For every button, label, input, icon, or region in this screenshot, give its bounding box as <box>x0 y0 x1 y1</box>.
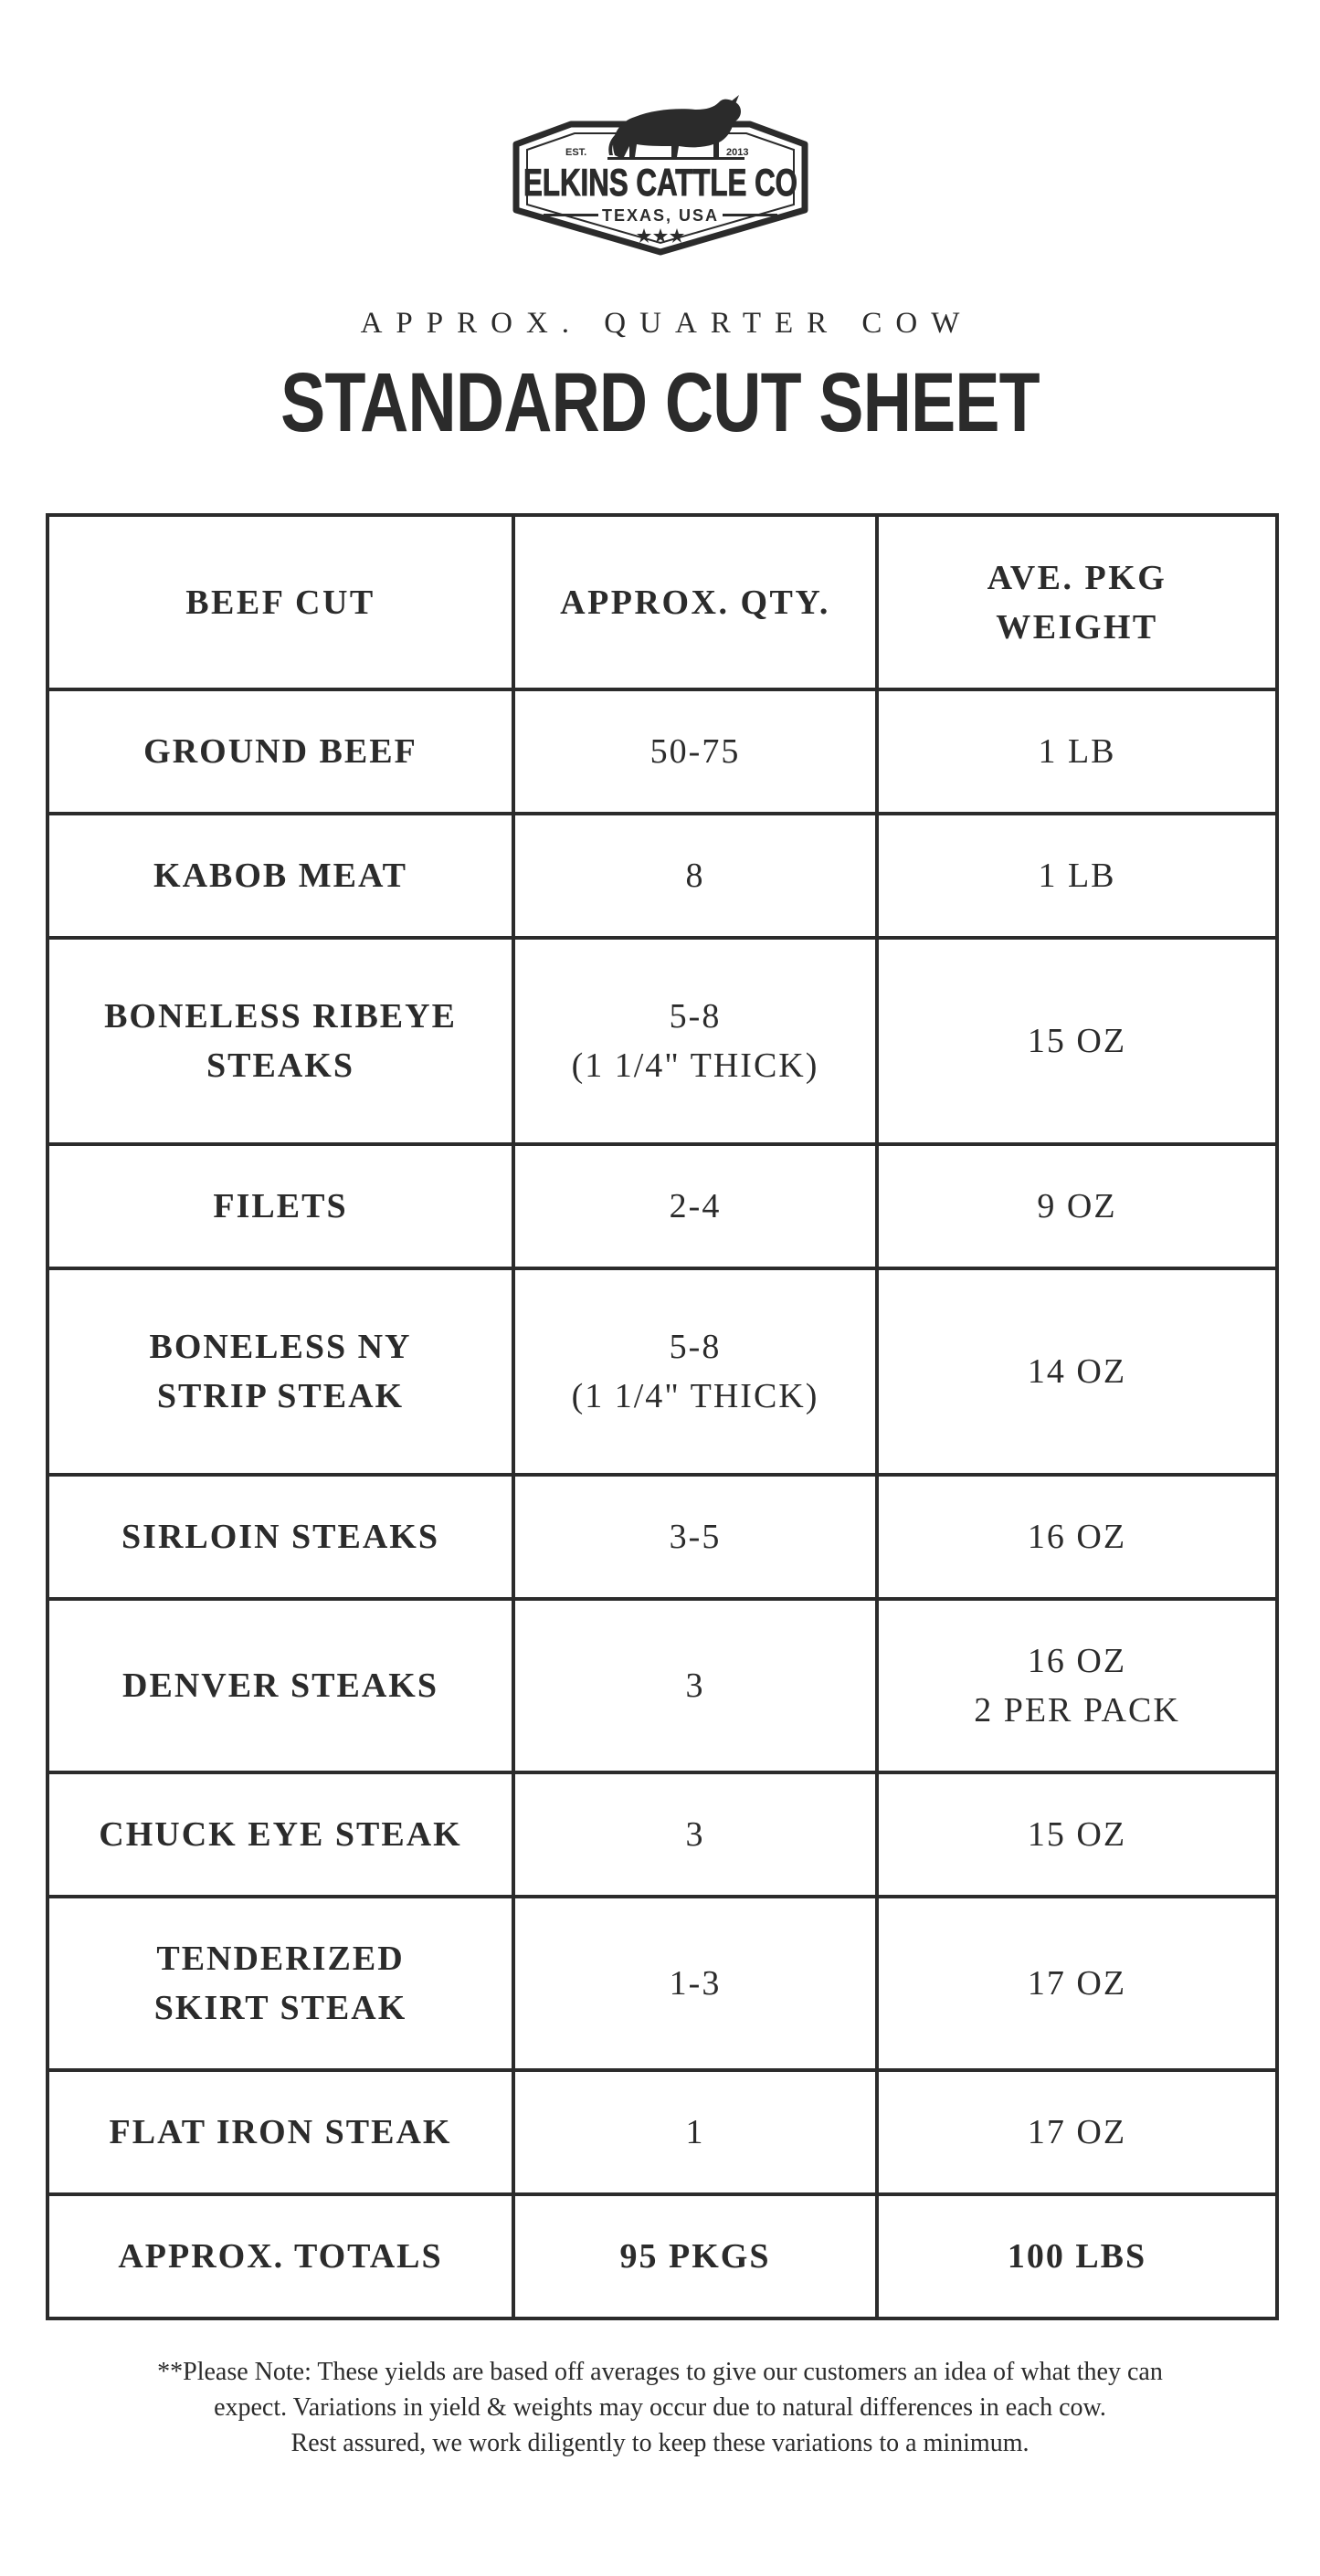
note-line: expect. Variations in yield & weights may occur due to natural differences in each cow. <box>214 2393 1106 2422</box>
table-header-row <box>48 515 1277 689</box>
totals-label: APPROX. TOTALS <box>48 2194 513 2318</box>
table-row <box>48 938 1277 1144</box>
cell-line: STRIP STEAK <box>156 1377 405 1415</box>
cell-line: TENDERIZED <box>156 1940 405 1978</box>
beef-cut-cell <box>48 938 513 1144</box>
cell-line: 17 OZ <box>1027 1964 1127 2003</box>
table-row <box>48 689 1277 814</box>
column-header-line: AVE. PKG <box>987 558 1167 597</box>
brand-logo <box>507 91 814 265</box>
weight-cell <box>877 1772 1277 1897</box>
cell-line: 50-75 <box>649 732 741 771</box>
cell-line: 16 OZ <box>1027 1642 1127 1680</box>
cell-line: 1 <box>685 2113 705 2151</box>
cell-line: 3-5 <box>669 1518 722 1556</box>
cell-line: STEAKS <box>206 1046 354 1085</box>
quantity-cell <box>513 1268 877 1475</box>
logo-location: TEXAS, USA <box>601 206 720 225</box>
cell-line: FILETS <box>213 1187 348 1225</box>
cell-line: 15 OZ <box>1027 1022 1127 1060</box>
quantity-cell <box>513 1772 877 1897</box>
weight-cell <box>877 689 1277 814</box>
cell-line: 2 PER PACK <box>974 1691 1180 1730</box>
quantity-cell <box>513 689 877 814</box>
column-header-beef-cut: BEEF CUT <box>48 515 513 689</box>
beef-cut-cell <box>48 2070 513 2194</box>
table-row <box>48 1475 1277 1599</box>
cell-line: BONELESS NY <box>149 1328 412 1366</box>
logo-est-year: 2013 <box>726 147 749 158</box>
weight-cell <box>877 1268 1277 1475</box>
quantity-cell <box>513 2070 877 2194</box>
cell-line: 5-8 <box>669 1328 722 1366</box>
page-title: STANDARD CUT SHEET <box>280 356 1040 449</box>
column-header-line: WEIGHT <box>996 607 1158 647</box>
cell-line: 1-3 <box>669 1964 722 2003</box>
cell-line: 5-8 <box>669 997 722 1036</box>
cell-line: KABOB MEAT <box>153 857 407 895</box>
quantity-cell <box>513 938 877 1144</box>
beef-cut-cell <box>48 1772 513 1897</box>
cell-line: 8 <box>685 857 705 895</box>
cell-line: 16 OZ <box>1027 1518 1127 1556</box>
cell-line: DENVER STEAKS <box>122 1667 438 1705</box>
cell-line: 3 <box>685 1815 705 1854</box>
note-line: Rest assured, we work diligently to keep these variations to a minimum. <box>290 2429 1030 2457</box>
quantity-cell <box>513 1144 877 1268</box>
beef-cut-cell <box>48 1475 513 1599</box>
table-row <box>48 2070 1277 2194</box>
disclaimer-note <box>55 2354 1265 2461</box>
column-header-ave-pkg-weight <box>877 515 1277 689</box>
cut-sheet-table <box>46 513 1279 2320</box>
cell-line: 9 OZ <box>1037 1187 1117 1225</box>
beef-cut-cell <box>48 814 513 938</box>
table-row <box>48 1897 1277 2070</box>
cell-line: BONELESS RIBEYE <box>104 997 457 1036</box>
column-header-approx-qty: APPROX. QTY. <box>513 515 877 689</box>
table-row <box>48 814 1277 938</box>
cell-line: 2-4 <box>669 1187 722 1225</box>
weight-cell <box>877 1475 1277 1599</box>
cell-line: 1 LB <box>1038 732 1116 771</box>
logo-brand-name: ELKINS CATTLE CO <box>523 161 797 204</box>
cell-line: 3 <box>685 1667 705 1705</box>
totals-row <box>48 2194 1277 2318</box>
table-row <box>48 1772 1277 1897</box>
cell-line: 15 OZ <box>1027 1815 1127 1854</box>
beef-cut-cell <box>48 1144 513 1268</box>
totals-weight: 100 LBS <box>877 2194 1277 2318</box>
cell-line: 1 LB <box>1038 857 1116 895</box>
quantity-cell <box>513 1475 877 1599</box>
cell-line: 17 OZ <box>1027 2113 1127 2151</box>
page-subtitle: APPROX. QUARTER COW <box>360 307 974 340</box>
totals-quantity: 95 PKGS <box>513 2194 877 2318</box>
cell-line: (1 1/4" THICK) <box>571 1046 819 1085</box>
cell-line: GROUND BEEF <box>143 732 417 771</box>
cell-line: FLAT IRON STEAK <box>109 2113 452 2151</box>
beef-cut-cell <box>48 689 513 814</box>
cell-line: CHUCK EYE STEAK <box>99 1815 462 1854</box>
logo-est-label: EST. <box>565 147 587 158</box>
beef-cut-cell <box>48 1599 513 1772</box>
cell-line: 14 OZ <box>1027 1352 1127 1391</box>
weight-cell <box>877 1144 1277 1268</box>
note-line: **Please Note: These yields are based off averages to give our customers an idea of what they can <box>157 2358 1163 2386</box>
quantity-cell <box>513 1599 877 1772</box>
table-row <box>48 1599 1277 1772</box>
quantity-cell <box>513 814 877 938</box>
beef-cut-cell <box>48 1268 513 1475</box>
bull-badge-icon <box>507 91 814 265</box>
weight-cell <box>877 938 1277 1144</box>
weight-cell <box>877 2070 1277 2194</box>
table-row <box>48 1268 1277 1475</box>
table-row <box>48 1144 1277 1268</box>
cell-line: SIRLOIN STEAKS <box>121 1518 439 1556</box>
quantity-cell <box>513 1897 877 2070</box>
cell-line: SKIRT STEAK <box>153 1989 407 2027</box>
weight-cell <box>877 1599 1277 1772</box>
weight-cell <box>877 1897 1277 2070</box>
beef-cut-cell <box>48 1897 513 2070</box>
weight-cell <box>877 814 1277 938</box>
cell-line: (1 1/4" THICK) <box>571 1377 819 1415</box>
